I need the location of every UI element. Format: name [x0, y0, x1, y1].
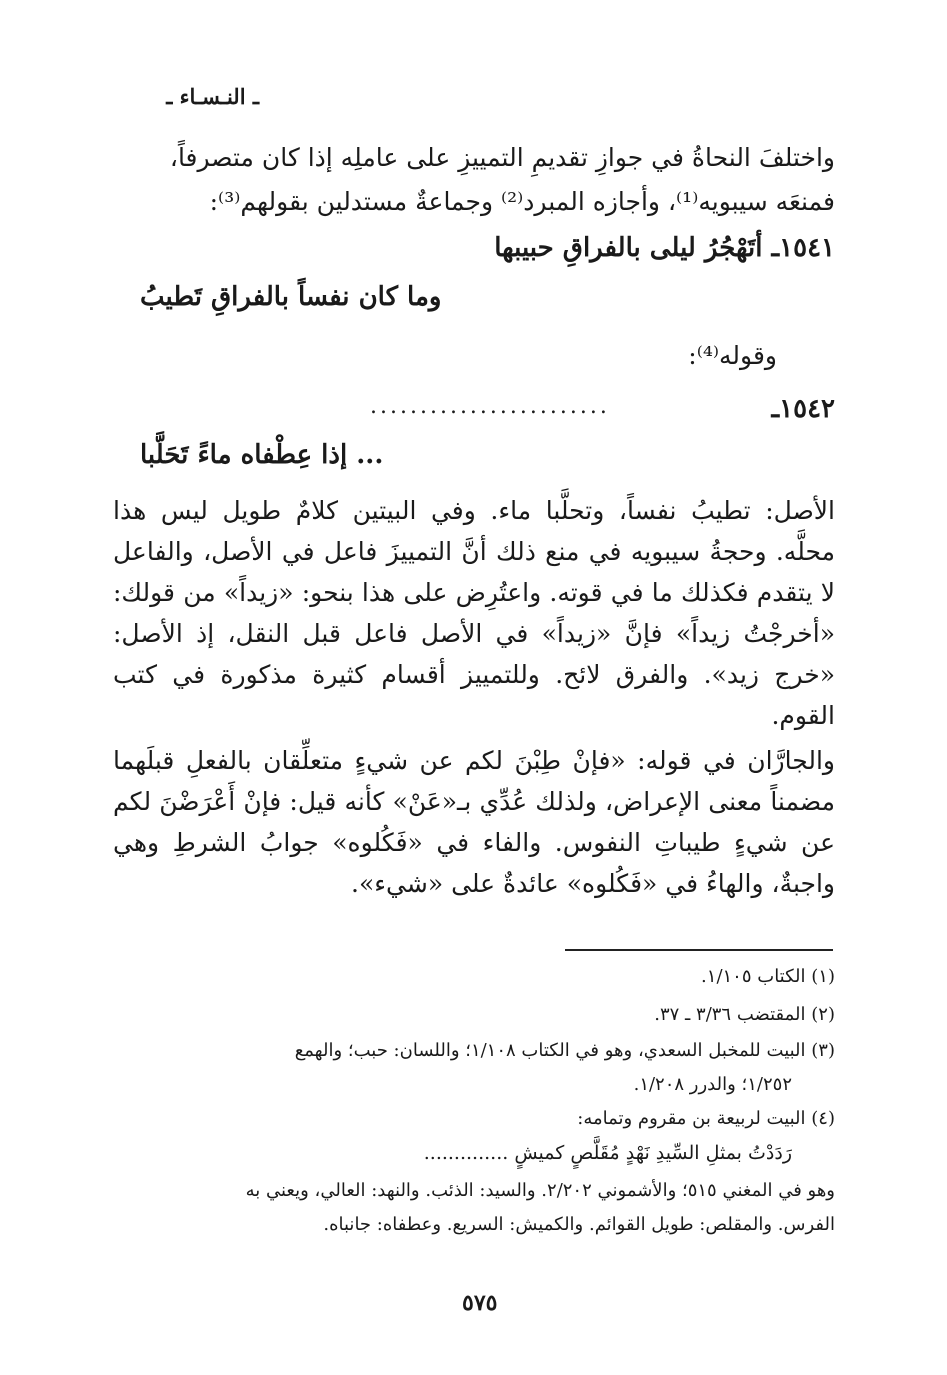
footnote-4-source: وهو في المغني ٥١٥؛ والأشموني ٢/٢٠٢. والسيد: الذئب. والنهد: العالي، ويعني به	[245, 1180, 835, 1201]
verse-1542-number: ١٥٤٢ـ	[771, 394, 835, 424]
verse-1541-first-hemistich: ١٥٤١ـ أتَهْجُرُ ليلى بالفراقِ حبيبها	[494, 233, 835, 263]
verse-1542-omitted-dots: ........................	[370, 394, 610, 419]
footnote-4-glossary: الفرس. والمقلص: طويل القوائم. والكميش: السريع. وعطفاه: جانباه.	[323, 1214, 835, 1235]
footnote-4: (٤) البيت لربيعة بن مقروم وتمامه:	[577, 1108, 835, 1129]
running-header: ـ النـسـاء ـ	[166, 84, 259, 109]
footnote-1: (١) الكتاب ١/١٠٥.	[701, 966, 835, 987]
footnote-separator	[565, 949, 833, 951]
verse-1542-second-hemistich: ... إذا عِطْفاه ماءً تَحَلَّبا	[140, 440, 384, 470]
text-line-1: واختلفَ النحاةُ في جوازِ تقديمِ التمييزِ على عاملِه إذا كان متصرفاً،	[169, 143, 835, 172]
paragraph-2: والجارَّان في قوله: «فإنْ طِبْنَ لكم عن شيءٍ متعلِّقان بالفعلِ قبلَهما مضمناً معنى الإعراض، ولذلك عُدِّي بـ«عَنْ» كأنه قيل: فإنْ أَعْرَضْنَ لكم عن شيءٍ طيباتِ النفوس. والفاء في «فَكُلوه» جوابُ الشرطِ وهي واجبةٌ، والهاءُ في «فَكُلوه» عائدةٌ على «شيء».	[113, 746, 835, 898]
text-line-2: فمنعَه سيبويه⁽¹⁾، وأجازه المبرد⁽²⁾ وجماعةٌ مستدلين بقولهم⁽³⁾:	[209, 187, 835, 216]
paragraph-1: الأصل: تطيبُ نفساً، وتحلَّبا ماء. وفي البيتين كلامٌ طويل ليس هذا محلَّه. وحجةُ سيبويه في منع ذلك أنَّ التمييزَ فاعل في الأصل، والفاعل لا يتقدم فكذلك ما في قوته. واعتُرِض على هذا بنحو: «زيداً» من قولك: «أخرجْتُ زيداً» فإنَّ «زيداً» في الأصل فاعل قبل النقل، إذ الأصل: «خرج زيد». والفرق لائح. وللتمييز أقسام كثيرة مذكورة في كتب القوم.	[113, 496, 835, 730]
footnote-3-continued: ١/٢٥٢؛ والدرر ١/٢٠٨.	[633, 1074, 792, 1095]
footnote-2: (٢) المقتضب ٣/٣٦ ـ ٣٧.	[654, 1004, 835, 1025]
page-number: ٥٧٥	[462, 1290, 498, 1316]
verse-1541-second-hemistich: وما كان نفساً بالفراقِ تَطيبُ	[140, 282, 442, 312]
text-line-3: وقوله⁽⁴⁾:	[688, 341, 777, 370]
footnote-4-verse: رَدَدْتُ بمثلِ السِّيدِ نَهْدٍ مُقَلَّصٍ كميشٍ ..............	[423, 1142, 792, 1164]
footnote-3: (٣) البيت للمخبل السعدي، وهو في الكتاب ١/١٠٨؛ واللسان: حبب؛ والهمع	[294, 1040, 835, 1061]
